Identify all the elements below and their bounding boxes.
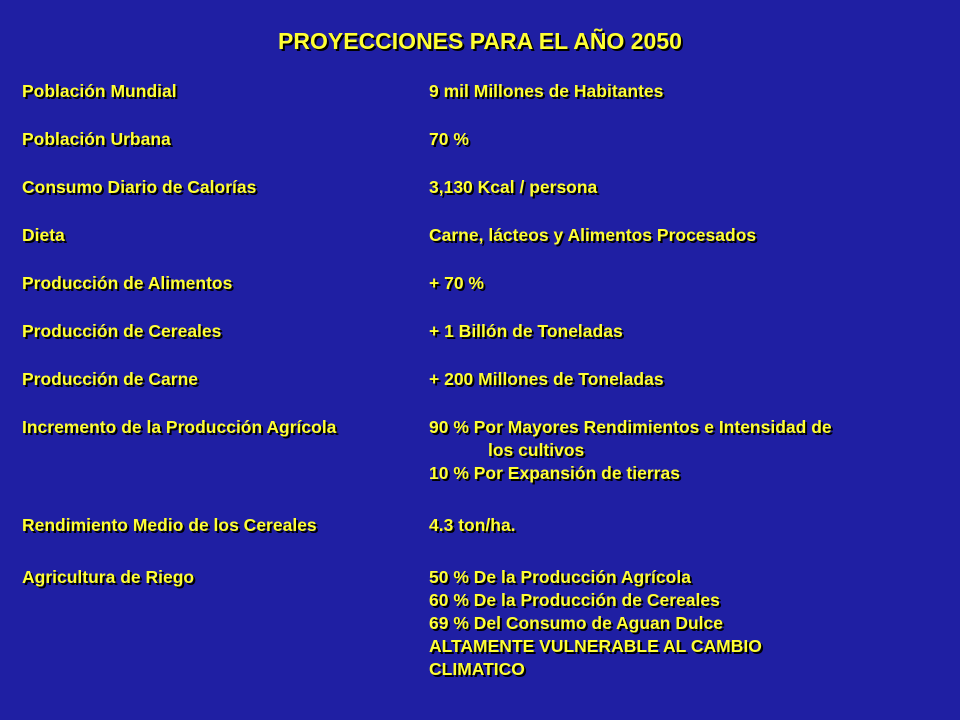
row-value	[429, 224, 939, 247]
row-value-line: 3,130 Kcal / persona	[429, 177, 598, 197]
row-value-line: 69 % Del Consumo de Aguan Dulce	[429, 613, 723, 633]
row-value-line: 10 % Por Expansión de tierras	[429, 463, 680, 483]
row-value	[429, 128, 939, 151]
row-value-line: + 1 Billón de Toneladas	[429, 321, 623, 341]
row-label: Incremento de la Producción Agrícola	[22, 417, 337, 437]
row-value	[429, 80, 939, 103]
row-label: Población Urbana	[22, 129, 171, 149]
row-value-line: 90 % Por Mayores Rendimientos e Intensidad de	[429, 417, 832, 437]
row-label: Producción de Cereales	[22, 321, 222, 341]
row-label: Producción de Alimentos	[22, 273, 233, 293]
row-value-line: + 70 %	[429, 273, 484, 293]
row-label: Rendimiento Medio de los Cereales	[22, 515, 317, 535]
row-value	[429, 272, 939, 295]
row-value-line: los cultivos	[488, 440, 585, 460]
row-label: Dieta	[22, 225, 65, 245]
row-value	[429, 368, 939, 391]
row-label: Consumo Diario de Calorías	[22, 177, 257, 197]
row-label: Población Mundial	[22, 81, 177, 101]
row-value-line: + 200 Millones de Toneladas	[429, 369, 664, 389]
row-value-line: 9 mil Millones de Habitantes	[429, 81, 664, 101]
row-value-line: ALTAMENTE VULNERABLE AL CAMBIO	[429, 636, 762, 656]
row-value	[429, 176, 939, 199]
row-label: Agricultura de Riego	[22, 567, 195, 587]
row-value-line: Carne, lácteos y Alimentos Procesados	[429, 225, 757, 245]
row-label: Producción de Carne	[22, 369, 199, 389]
row-value-line: 70 %	[429, 129, 469, 149]
row-value	[429, 514, 939, 537]
slide-title: PROYECCIONES PARA EL AÑO 2050	[278, 28, 682, 54]
row-value	[429, 320, 939, 343]
row-value	[429, 416, 939, 485]
row-value-line: 4.3 ton/ha.	[429, 515, 516, 535]
row-value-line: CLIMATICO	[429, 659, 525, 679]
row-value-line: 50 % De la Producción Agrícola	[429, 567, 691, 587]
row-value	[429, 566, 939, 681]
row-value-line: 60 % De la Producción de Cereales	[429, 590, 720, 610]
